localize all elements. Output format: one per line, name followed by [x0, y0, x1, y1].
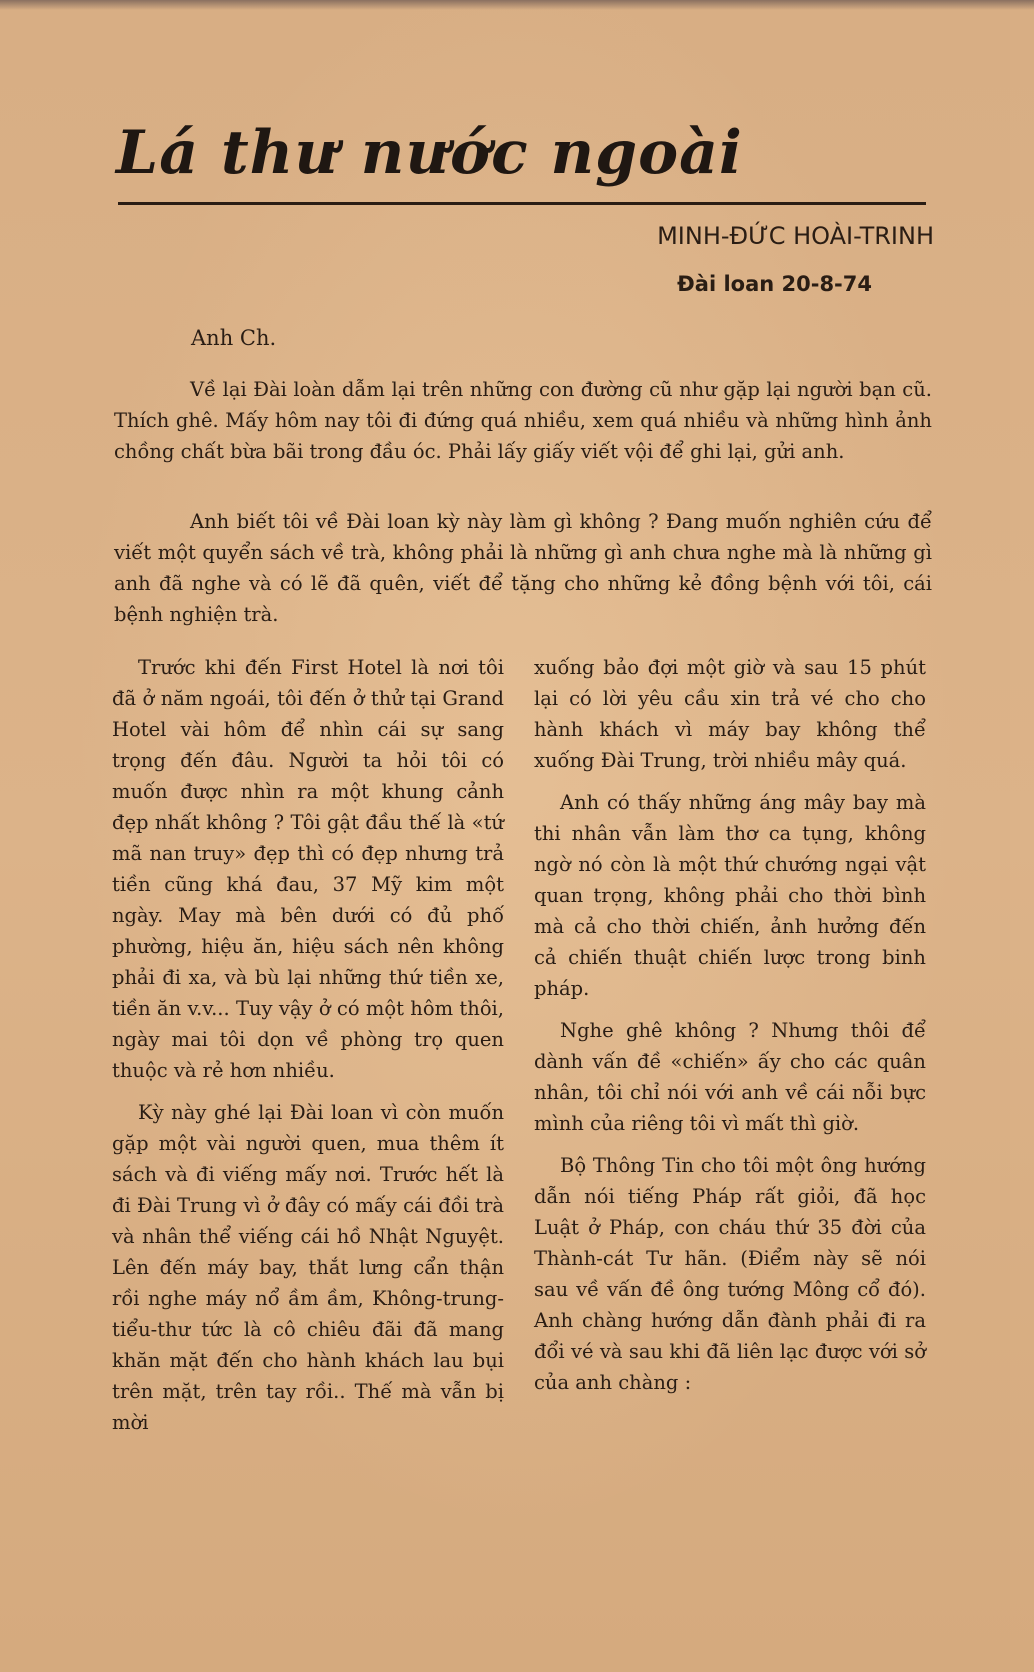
page-top-edge — [0, 0, 1034, 10]
left-column — [112, 652, 504, 1449]
right-column — [534, 652, 926, 1409]
body-paragraph: Trước khi đến First Hotel là nơi tôi đã ở năm ngoái, tôi đến ở thử tại Grand Hotel vài hôm để nhìn cái sự sang trọng đến đâu. Người ta hỏi tôi có muốn được nhìn ra một khung cảnh đẹp nhất không ? Tôi gật đầu thế là «tứ mã nan truy» đẹp thì có đẹp nhưng trả tiền cũng khá đau, 37 Mỹ kim một ngày. May mà bên dưới có đủ phố phường, hiệu ăn, hiệu sách nên không phải đi xa, và bù lại những thứ tiền xe, tiền ăn v.v... Tuy vậy ở có một hôm thôi, ngày mai tôi dọn về phòng trọ quen thuộc và rẻ hơn nhiều. — [112, 656, 504, 1082]
body-paragraph: Bộ Thông Tin cho tôi một ông hướng dẫn nói tiếng Pháp rất giỏi, đã học Luật ở Pháp, con cháu thứ 35 đời của Thành-cát Tư hãn. (Điểm này sẽ nói sau về vấn đề ông tướng Mông cổ đó). Anh chàng hướng dẫn đành phải đi ra đổi vé và sau khi đã liên lạc được với sở của anh chàng : — [534, 1154, 926, 1394]
intro-paragraph: Về lại Đài loàn dẫm lại trên những con đường cũ như gặp lại người bạn cũ. Thích ghê. Mấy hôm nay tôi đi đứng quá nhiều, xem quá nhiều và những hình ảnh chồng chất bừa bãi trong đầu óc. Phải lấy giấy viết vội để ghi lại, gửi anh. — [114, 378, 932, 463]
article-author: MINH-ĐỨC HOÀI-TRINH — [657, 222, 934, 250]
letter-dateline: Đài loan 20-8-74 — [677, 272, 872, 296]
body-paragraph: Kỳ này ghé lại Đài loan vì còn muốn gặp một vài người quen, mua thêm ít sách và đi viếng mấy nơi. Trước hết là đi Đài Trung vì ở đây có mấy cái đồi trà và nhân thể viếng cái hồ Nhật Nguyệt. Lên đến máy bay, thắt lưng cẩn thận rồi nghe máy nổ ầm ầm, Không-trung-tiểu-thư tức là cô chiêu đãi đã mang khăn mặt đến cho hành khách lau bụi trên mặt, trên tay rồi.. Thế mà vẫn bị mời — [112, 1101, 504, 1434]
body-paragraph: Nghe ghê không ? Nhưng thôi để dành vấn đề «chiến» ấy cho các quân nhân, tôi chỉ nói với anh về cái nỗi bực mình của riêng tôi vì mất thì giờ. — [534, 1019, 926, 1135]
title-rule — [118, 202, 926, 205]
body-paragraph: xuống bảo đợi một giờ và sau 15 phút lại có lời yêu cầu xin trả vé cho cho hành khách vì máy bay không thể xuống Đài Trung, trời nhiều mây quá. — [534, 656, 926, 772]
article-title: Lá thư nước ngoài — [116, 118, 743, 188]
body-paragraph: Anh có thấy những áng mây bay mà thi nhân vẫn làm thơ ca tụng, không ngờ nó còn là một thứ chướng ngại vật quan trọng, không phải cho thời bình mà cả cho thời chiến, ảnh hưởng đến cả chiến thuật chiến lược trong binh pháp. — [534, 791, 926, 1000]
letter-salutation: Anh Ch. — [191, 326, 277, 350]
intro-paragraph: Anh biết tôi về Đài loan kỳ này làm gì không ? Đang muốn nghiên cứu để viết một quyển sách về trà, không phải là những gì anh chưa nghe mà là những gì anh đã nghe và có lẽ đã quên, viết để tặng cho những kẻ đồng bệnh với tôi, cái bệnh nghiện trà. — [114, 510, 932, 626]
